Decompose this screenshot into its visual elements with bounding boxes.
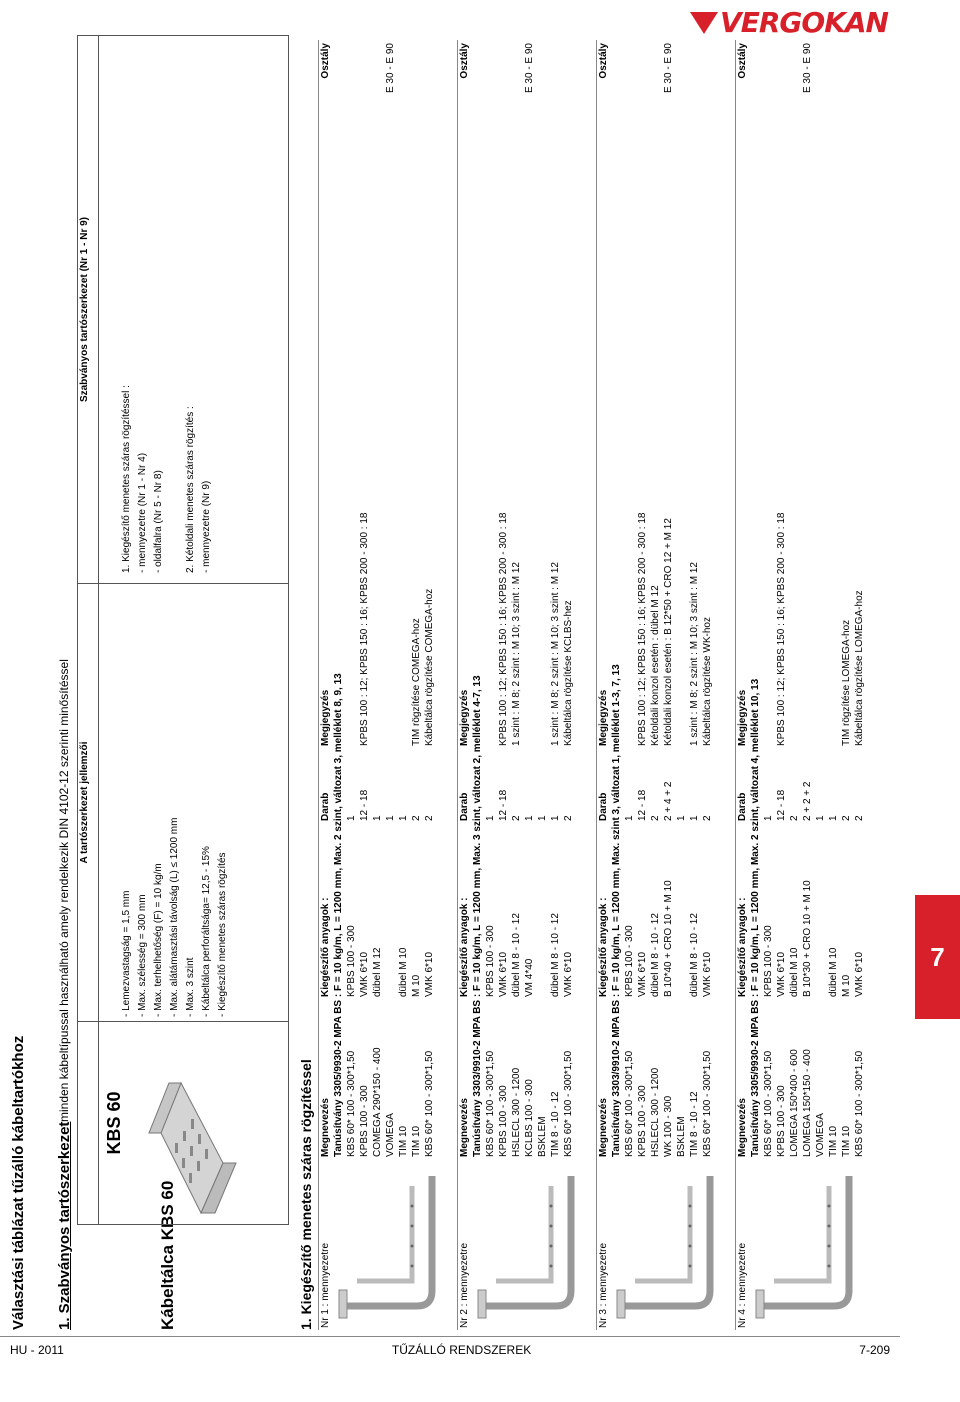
char-item: - Max. 3 szint bbox=[183, 588, 199, 1017]
quantity: 1 bbox=[550, 815, 561, 821]
table-row bbox=[510, 40, 523, 1160]
remark: Kétoldali konzol esetén : dübel M 12 bbox=[650, 585, 661, 746]
item-name: BSKLEM bbox=[537, 1116, 548, 1157]
name-header: Megnevezés bbox=[598, 1098, 609, 1157]
spec-col2-head: Szabványos tartószerkezet (Nr 1 - Nr 9) bbox=[78, 36, 99, 584]
accessory: VMK 6*10 bbox=[498, 951, 509, 997]
item-name: TIM 10 bbox=[828, 1125, 839, 1157]
quantity: 2 + 2 + 2 bbox=[802, 781, 813, 821]
remark bbox=[827, 149, 840, 749]
item-name: KCLBS 100 - 300 bbox=[524, 1079, 535, 1157]
quantity: 2 + 4 + 2 bbox=[663, 781, 674, 821]
quantity: 12 - 18 bbox=[776, 789, 787, 821]
item-name: KBS 60* 100 - 300*1,50 bbox=[702, 1050, 713, 1157]
char-item: - Kábeltálca perforáltsága= 12,5 - 15% bbox=[199, 588, 215, 1017]
table-row bbox=[853, 40, 866, 1160]
remark: Kétoldali konzol esetén : B 12*50 + CRO 12 + M 12 bbox=[663, 518, 674, 746]
mounting-block bbox=[318, 40, 458, 1330]
quantity: 2 bbox=[789, 815, 800, 821]
class-header: Osztály bbox=[459, 43, 470, 79]
accessory bbox=[675, 824, 688, 1000]
table-row bbox=[549, 40, 562, 1160]
section-title: 1. Szabványos tartószerkezet bbox=[56, 1121, 73, 1330]
material-header: Kiegészítő anyagok : bbox=[320, 897, 331, 997]
table-row bbox=[384, 40, 397, 1160]
material-header: Kiegészítő anyagok : bbox=[459, 897, 470, 997]
std-item bbox=[167, 40, 183, 573]
std-item: 1. Kiegészítő menetes száras rögzítéssel : bbox=[121, 385, 132, 573]
mounting-block bbox=[457, 40, 597, 1330]
class-value: E 30 - E 90 bbox=[524, 43, 535, 94]
item-name: KBS 60* 100 - 300*1,50 bbox=[563, 1050, 574, 1157]
material-header: Kiegészítő anyagok : bbox=[598, 897, 609, 997]
accessory: dübel M 12 bbox=[372, 947, 383, 997]
table-row bbox=[410, 40, 423, 1160]
item-name: VOMEGA bbox=[385, 1113, 396, 1157]
item-name: WK 100 - 300 bbox=[663, 1095, 674, 1157]
mounting-diagram-icon bbox=[754, 1166, 869, 1326]
mounting-block bbox=[596, 40, 736, 1330]
remark bbox=[484, 149, 497, 749]
item-name: BSKLEM bbox=[676, 1116, 687, 1157]
accessory: B 10*40 + CRO 10 + M 10 bbox=[663, 880, 674, 997]
item-name: TIM 10 bbox=[411, 1125, 422, 1157]
item-name: LOMEGA 150*400 - 600 bbox=[789, 1049, 800, 1157]
item-name: KPBS 100 - 300 bbox=[498, 1085, 509, 1157]
table-row bbox=[358, 40, 371, 1160]
components-table bbox=[736, 40, 866, 1160]
standard-list bbox=[119, 40, 215, 573]
footer-page-number: 7-209 bbox=[859, 1343, 890, 1357]
table-row bbox=[827, 40, 840, 1160]
quantity: 1 bbox=[372, 815, 383, 821]
accessory: M 10 bbox=[411, 974, 422, 997]
remark: Kábeltálca rögzítése WK-hoz bbox=[702, 617, 713, 746]
quantity: 1 bbox=[828, 815, 839, 821]
note-header: Megjegyzés bbox=[737, 689, 748, 746]
quantity: 2 bbox=[854, 815, 865, 821]
accessory: VMK 6*10 bbox=[637, 951, 648, 997]
quantity: 1 bbox=[624, 815, 635, 821]
item-name: KBS 60* 100 - 300*1,50 bbox=[346, 1050, 357, 1157]
block-number-label: Nr 1 : mennyezetre bbox=[320, 1242, 331, 1328]
subsection-title: 1. Kiegészítő menetes száras rögzítéssel bbox=[298, 1059, 314, 1330]
material-header: Kiegészítő anyagok : bbox=[737, 897, 748, 997]
quantity: 12 - 18 bbox=[637, 789, 648, 821]
quantity: 2 bbox=[424, 815, 435, 821]
table-row bbox=[371, 40, 384, 1160]
accessory: KPBS 100 - 300 bbox=[624, 925, 635, 997]
quantity: 1 bbox=[676, 815, 687, 821]
item-name: TIM 10 bbox=[841, 1125, 852, 1157]
item-name: KBS 60* 100 - 300*1,50 bbox=[485, 1050, 496, 1157]
quantity: 12 - 18 bbox=[359, 789, 370, 821]
product-label: Kábeltálca KBS 60 bbox=[158, 1180, 177, 1330]
remark: KPBS 100 : 12; KPBS 150 : 16; KPBS 200 - 300 : 18 bbox=[776, 512, 787, 746]
mounting-diagram-icon bbox=[615, 1166, 730, 1326]
table-row bbox=[675, 40, 688, 1160]
block-diagram-area bbox=[736, 1160, 886, 1330]
accessory: KPBS 100 - 300 bbox=[485, 925, 496, 997]
footer-left: HU - 2011 bbox=[10, 1343, 64, 1357]
quantity: 1 bbox=[763, 815, 774, 821]
characteristics-list bbox=[119, 588, 231, 1017]
remark: KPBS 100 : 12; KPBS 150 : 16; KPBS 200 - 300 : 18 bbox=[637, 512, 648, 746]
model-title: KBS 60 bbox=[104, 1091, 124, 1155]
remark bbox=[384, 149, 397, 749]
remark: TIM rögzítése COMEGA-hoz bbox=[411, 618, 422, 746]
brand-logo: VERGOKAN bbox=[690, 6, 888, 39]
accessory: VMK 6*10 bbox=[563, 951, 574, 997]
spec-col1-head: A tartószerkezet jellemzői bbox=[78, 584, 99, 1022]
accessory: dübel M 10 bbox=[789, 947, 800, 997]
class-header: Osztály bbox=[737, 43, 748, 79]
remark: Kábeltálca rögzítése KCLBS-hez bbox=[563, 600, 574, 746]
quantity: 2 bbox=[841, 815, 852, 821]
table-row bbox=[345, 40, 358, 1160]
remark: 1 szint : M 8; 2 szint : M 10; 3 szint : M 12 bbox=[511, 562, 522, 746]
item-name: TIM 10 bbox=[398, 1125, 409, 1157]
std-item: - mennyezetre (Nr 9) bbox=[201, 480, 212, 573]
quantity: 2 bbox=[411, 815, 422, 821]
remark: Kábeltálca rögzítése LOMEGA-hoz bbox=[854, 590, 865, 746]
quantity: 1 bbox=[815, 815, 826, 821]
item-name: KBS 60* 100 - 300*1,50 bbox=[854, 1050, 865, 1157]
item-name: TIM 8 - 10 - 12 bbox=[550, 1091, 561, 1157]
spec-table bbox=[77, 35, 289, 1225]
accessory: KPBS 100 - 300 bbox=[763, 925, 774, 997]
note-header: Megjegyzés bbox=[459, 689, 470, 746]
accessory: VMK 6*10 bbox=[854, 951, 865, 997]
table-row bbox=[536, 40, 549, 1160]
block-number-label: Nr 3 : mennyezetre bbox=[598, 1242, 609, 1328]
item-name: KPBS 100 - 300 bbox=[637, 1085, 648, 1157]
item-name: HSLECL 300 - 1200 bbox=[650, 1067, 661, 1157]
block-number-label: Nr 2 : mennyezetre bbox=[459, 1242, 470, 1328]
components-table bbox=[597, 40, 714, 1160]
class-value: E 30 - E 90 bbox=[663, 43, 674, 94]
components-table bbox=[319, 40, 436, 1160]
remark: 1 szint : M 8; 2 szint : M 10; 3 szint : M 12 bbox=[689, 562, 700, 746]
quantity: 1 bbox=[346, 815, 357, 821]
table-row bbox=[636, 40, 649, 1160]
remark bbox=[371, 149, 384, 749]
certificate-line: Tanúsítvány 3303/9910-2 MPA BS : F = 10 kg/m, L = 1200 mm, Max. 3 szint, változat 2, melléklet 4-7, 13 bbox=[472, 675, 483, 1157]
std-item: 2. Kétoldali menetes száras rögzítés : bbox=[185, 406, 196, 573]
remark bbox=[397, 149, 410, 749]
block-diagram-area bbox=[319, 1160, 458, 1330]
accessory: VMK 6*10 bbox=[424, 951, 435, 997]
note-header: Megjegyzés bbox=[320, 689, 331, 746]
rotated-page-content bbox=[10, 30, 895, 1330]
item-name: COMEGA 290*150 - 400 bbox=[372, 1047, 383, 1157]
mounting-block bbox=[735, 40, 886, 1330]
quantity: 1 bbox=[537, 815, 548, 821]
item-name: KBS 60* 100 - 300*1,50 bbox=[624, 1050, 635, 1157]
table-row bbox=[801, 40, 814, 1160]
accessory: KPBS 100 - 300 bbox=[346, 925, 357, 997]
count-header: Darab bbox=[598, 792, 609, 821]
remark bbox=[345, 149, 358, 749]
table-row bbox=[840, 40, 853, 1160]
certificate-line: Tanúsítvány 3303/9910-2 MPA BS : F = 10 kg/m, L = 1200 mm, Max. szint 3, változat 1, melléklet 1-3, 7, 13 bbox=[611, 664, 622, 1157]
table-row bbox=[788, 40, 801, 1160]
table-row bbox=[701, 40, 714, 1160]
char-item: - Max. szélesség = 300 mm bbox=[135, 588, 151, 1017]
accessory bbox=[384, 824, 397, 1000]
table-row bbox=[623, 40, 636, 1160]
char-item: - Kiegészítő menetes száras rögzítés bbox=[215, 588, 231, 1017]
remark: 1 szint : M 8; 2 szint : M 10; 3 szint : M 12 bbox=[550, 562, 561, 746]
table-row bbox=[649, 40, 662, 1160]
remark: KPBS 100 : 12; KPBS 150 : 16; KPBS 200 - 300 : 18 bbox=[359, 512, 370, 746]
table-row bbox=[775, 40, 788, 1160]
class-value: E 30 - E 90 bbox=[385, 43, 396, 94]
remark: Kábeltálca rögzítése COMEGA-hoz bbox=[424, 588, 435, 746]
count-header: Darab bbox=[737, 792, 748, 821]
accessory: VMK 6*10 bbox=[702, 951, 713, 997]
section-subtitle: minden kábeltípussal használható amely rendelkezik DIN 4102-12 szerinti minősítéssel bbox=[57, 659, 71, 1122]
quantity: 1 bbox=[524, 815, 535, 821]
quantity: 1 bbox=[385, 815, 396, 821]
item-name: HSLECL 300 - 1200 bbox=[511, 1067, 522, 1157]
spec-blank-head bbox=[78, 1022, 99, 1225]
mounting-diagram-icon bbox=[337, 1166, 452, 1326]
item-name: KBS 60* 100 - 300*1,50 bbox=[763, 1050, 774, 1157]
name-header: Megnevezés bbox=[459, 1098, 470, 1157]
accessory bbox=[536, 824, 549, 1000]
remark bbox=[814, 149, 827, 749]
page-tab: 7 bbox=[915, 895, 960, 1019]
accessory: VMK 6*10 bbox=[359, 951, 370, 997]
class-header: Osztály bbox=[598, 43, 609, 79]
block-diagram-area bbox=[597, 1160, 736, 1330]
class-header: Osztály bbox=[320, 43, 331, 79]
quantity: 1 bbox=[485, 815, 496, 821]
accessory: VMK 6*10 bbox=[776, 951, 787, 997]
mounting-diagram-icon bbox=[476, 1166, 591, 1326]
count-header: Darab bbox=[320, 792, 331, 821]
footer bbox=[0, 1336, 900, 1357]
block-number-label: Nr 4 : mennyezetre bbox=[737, 1242, 748, 1328]
note-header: Megjegyzés bbox=[598, 689, 609, 746]
quantity: 12 - 18 bbox=[498, 789, 509, 821]
count-header: Darab bbox=[459, 792, 470, 821]
accessory: dübel M 8 - 10 - 12 bbox=[689, 913, 700, 997]
accessory: dübel M 8 - 10 - 12 bbox=[550, 913, 561, 997]
footer-center: TŰZÁLLÓ RENDSZEREK bbox=[391, 1343, 532, 1357]
accessory: B 10*30 + CRO 10 + M 10 bbox=[802, 880, 813, 997]
accessory: VM 4*40 bbox=[524, 958, 535, 997]
quantity: 1 bbox=[398, 815, 409, 821]
item-name: KPBS 100 - 300 bbox=[359, 1085, 370, 1157]
item-name: TIM 8 - 10 - 12 bbox=[689, 1091, 700, 1157]
table-row bbox=[762, 40, 775, 1160]
char-item: - Max. alátámasztási távolság (L) ≤ 1200 mm bbox=[167, 588, 183, 1017]
table-row bbox=[397, 40, 410, 1160]
quantity: 2 bbox=[563, 815, 574, 821]
remark bbox=[536, 149, 549, 749]
table-row bbox=[423, 40, 436, 1160]
remark bbox=[623, 149, 636, 749]
remark bbox=[523, 149, 536, 749]
item-name: KPBS 100 - 300 bbox=[776, 1085, 787, 1157]
item-name: LOMEGA 150*150 - 400 bbox=[802, 1049, 813, 1157]
class-value: E 30 - E 90 bbox=[802, 43, 813, 94]
name-header: Megnevezés bbox=[320, 1098, 331, 1157]
table-row bbox=[562, 40, 575, 1160]
cable-tray-image bbox=[131, 1023, 266, 1223]
std-item: - mennyezetre (Nr 1 - Nr 4) bbox=[137, 452, 148, 573]
accessory: dübel M 8 - 10 - 12 bbox=[650, 913, 661, 997]
table-row bbox=[523, 40, 536, 1160]
remark bbox=[762, 149, 775, 749]
table-row bbox=[814, 40, 827, 1160]
remark bbox=[675, 149, 688, 749]
certificate-line: Tanúsítvány 3305/9930-2 MPA BS : F = 10 kg/m, L = 1200 mm, Max. 2 szint, változat 4, melléklet 10, 13 bbox=[750, 678, 761, 1157]
accessory: dübel M 10 bbox=[398, 947, 409, 997]
quantity: 2 bbox=[650, 815, 661, 821]
item-name: VOMEGA bbox=[815, 1113, 826, 1157]
table-row bbox=[484, 40, 497, 1160]
quantity: 2 bbox=[702, 815, 713, 821]
quantity: 1 bbox=[689, 815, 700, 821]
std-item: - oldalfalra (Nr 5 - Nr 8) bbox=[153, 470, 164, 573]
remark: KPBS 100 : 12; KPBS 150 : 16; KPBS 200 - 300 : 18 bbox=[498, 512, 509, 746]
accessory: M 10 bbox=[841, 974, 852, 997]
name-header: Megnevezés bbox=[737, 1098, 748, 1157]
item-name: KBS 60* 100 - 300*1,50 bbox=[424, 1050, 435, 1157]
remark: TIM rögzítése LOMEGA-hoz bbox=[841, 619, 852, 746]
page-heading: Választási táblázat tűzálló kábeltartókhoz bbox=[10, 1035, 27, 1330]
accessory: dübel M 8 - 10 - 12 bbox=[511, 913, 522, 997]
accessory: dübel M 10 bbox=[828, 947, 839, 997]
components-table bbox=[458, 40, 575, 1160]
quantity: 2 bbox=[511, 815, 522, 821]
spec-standard-cell bbox=[99, 36, 289, 584]
table-row bbox=[497, 40, 510, 1160]
spec-model-cell bbox=[99, 1022, 289, 1225]
remark bbox=[801, 149, 814, 749]
spec-characteristics-cell bbox=[99, 584, 289, 1022]
accessory bbox=[814, 824, 827, 1000]
remark bbox=[788, 149, 801, 749]
block-diagram-area bbox=[458, 1160, 597, 1330]
char-item: - Max. terhelhetőség (F) = 10 kg/m bbox=[151, 588, 167, 1017]
char-item: - Lemezvastagság = 1,5 mm bbox=[119, 588, 135, 1017]
table-row bbox=[688, 40, 701, 1160]
certificate-line: Tanúsítvány 3305/9930-2 MPA BS : F = 10 kg/m, L = 1200 mm, Max. 2 szint, változat 3, melléklet 8, 9, 13 bbox=[333, 673, 344, 1157]
table-row bbox=[662, 40, 675, 1160]
